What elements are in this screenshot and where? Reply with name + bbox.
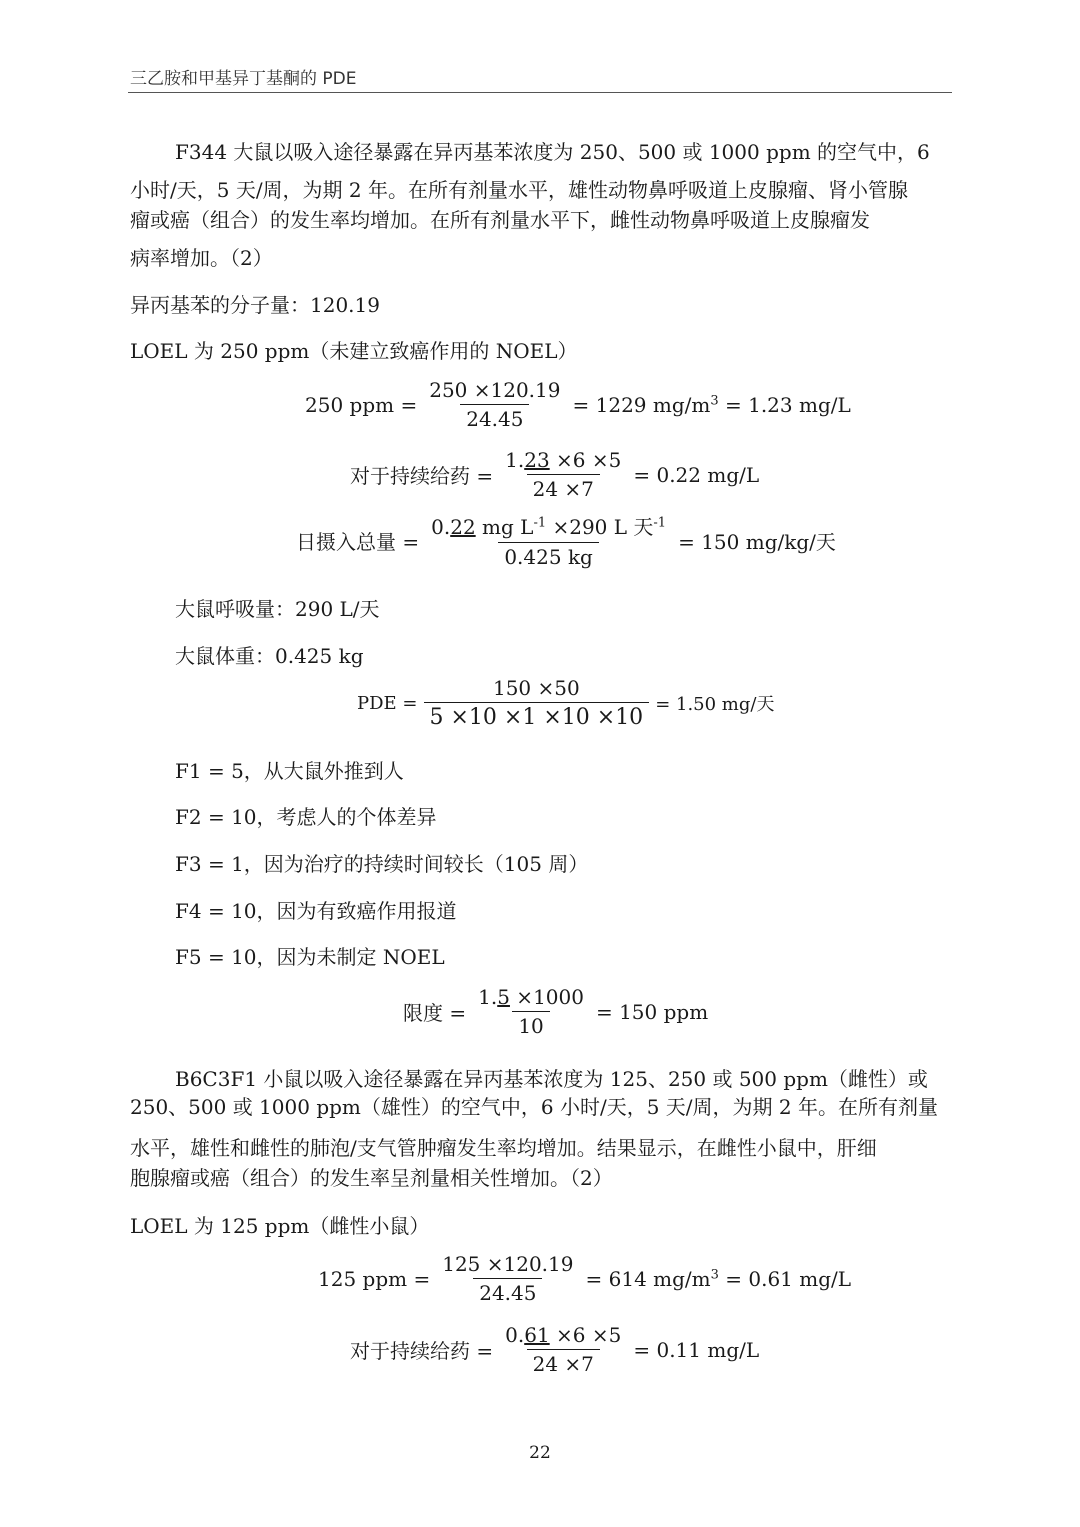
para-line: B6C3F1 小鼠以吸入途径暴露在异丙基苯浓度为 125、250 或 500 ppm（雌性）或 — [175, 1067, 928, 1091]
numerator: 1.5 ×1000 — [478, 985, 584, 1009]
denominator: 0.425 kg — [498, 542, 599, 569]
fraction — [424, 676, 650, 730]
equation-continuous-dosing — [350, 1323, 759, 1376]
eq-lhs: 250 ppm = — [305, 392, 418, 417]
denominator: 5 ×10 ×1 ×10 ×10 — [424, 702, 650, 730]
loel-statement: LOEL 为 250 ppm（未建立致癌作用的 NOEL） — [130, 339, 578, 363]
numerator: 0.61 ×6 ×5 — [505, 1323, 622, 1347]
equation-pde — [357, 676, 774, 730]
fraction — [499, 1323, 627, 1376]
eq-rhs: = 150 mg/kg/天 — [678, 529, 836, 554]
para-line: 胞腺瘤或癌（组合）的发生率呈剂量相关性增加。（2） — [130, 1166, 613, 1190]
rat-respiration: 大鼠呼吸量：290 L/天 — [175, 597, 380, 621]
fraction — [423, 378, 566, 431]
eq-rhs: = 614 $mg/m^3 = 0.61$ mg/L — [585, 1266, 852, 1291]
eq-rhs: = 1.50 mg/天 — [655, 694, 775, 715]
denominator: 10 — [512, 1011, 549, 1038]
denominator: 24 ×7 — [527, 1349, 600, 1376]
eq-rhs: = 1229 $mg/m^3 = 1.23$ mg/L — [572, 392, 851, 417]
para-line: 250、500 或 1000 ppm（雄性）的空气中，6 小时/天，5 天/周，为期 2 年。在所有剂量 — [130, 1095, 938, 1119]
factor-f2: F2 = 10，考虑人的个体差异 — [175, 805, 437, 829]
eq-lhs: 对于持续给药 = — [350, 1339, 494, 1363]
equation-limit — [403, 985, 708, 1038]
fraction — [499, 448, 627, 501]
equation-daily-intake — [296, 511, 836, 569]
eq-rhs: = 0.22 mg/L — [633, 462, 760, 487]
para-line: 病率增加。（2） — [130, 246, 273, 270]
equation-concentration — [305, 378, 851, 431]
fraction — [425, 511, 672, 569]
eq-rhs: = 150 ppm — [595, 999, 709, 1024]
denominator: 24.45 — [460, 404, 529, 431]
equation-concentration — [318, 1252, 851, 1305]
para-line: 小时/天，5 天/周，为期 2 年。在所有剂量水平，雄性动物鼻呼吸道上皮腺瘤、肾小管腺 — [130, 178, 908, 202]
molecular-weight: 异丙基苯的分子量：120.19 — [130, 293, 380, 317]
loel-statement: LOEL 为 125 ppm（雌性小鼠） — [130, 1214, 430, 1238]
equation-continuous-dosing — [350, 448, 759, 501]
eq-lhs: 日摄入总量 = — [296, 529, 420, 554]
eq-lhs: 限度 = — [403, 1001, 467, 1025]
para-line: F344 大鼠以吸入途径暴露在异丙基苯浓度为 250、500 或 1000 ppm 的空气中，6 — [175, 140, 930, 164]
numerator: 125 ×120.19 — [442, 1252, 574, 1276]
factor-f3: F3 = 1，因为治疗的持续时间较长（105 周） — [175, 852, 589, 876]
eq-lhs: 125 ppm = — [318, 1266, 431, 1291]
page-number: 22 — [529, 1443, 551, 1463]
denominator: 24 ×7 — [527, 474, 600, 501]
denominator: 24.45 — [473, 1278, 542, 1305]
eq-lhs: 对于持续给药 = — [350, 464, 494, 488]
header-rule — [128, 92, 952, 93]
rat-body-weight: 大鼠体重：0.425 kg — [175, 644, 364, 668]
factor-f4: F4 = 10，因为有致癌作用报道 — [175, 899, 457, 923]
numerator: 150 ×50 — [492, 676, 580, 700]
factor-f5: F5 = 10，因为未制定 NOEL — [175, 945, 445, 969]
numerator: 0.22 mg $L^{-1} \times 290$ L 天$^{-1}$ — [431, 515, 667, 539]
eq-lhs: PDE = — [357, 692, 418, 714]
numerator: 250 ×120.19 — [429, 378, 561, 402]
fraction — [436, 1252, 579, 1305]
fraction — [472, 985, 590, 1038]
para-line: 瘤或癌（组合）的发生率均增加。在所有剂量水平下，雌性动物鼻呼吸道上皮腺瘤发 — [130, 208, 870, 232]
eq-rhs: = 0.11 mg/L — [633, 1337, 760, 1362]
running-header: 三乙胺和甲基异丁基酮的 PDE — [130, 69, 357, 89]
para-line: 水平，雄性和雌性的肺泡/支气管肿瘤发生率均增加。结果显示，在雌性小鼠中，肝细 — [130, 1136, 877, 1160]
numerator: 1.23 ×6 ×5 — [505, 448, 622, 472]
factor-f1: F1 = 5，从大鼠外推到人 — [175, 759, 404, 783]
